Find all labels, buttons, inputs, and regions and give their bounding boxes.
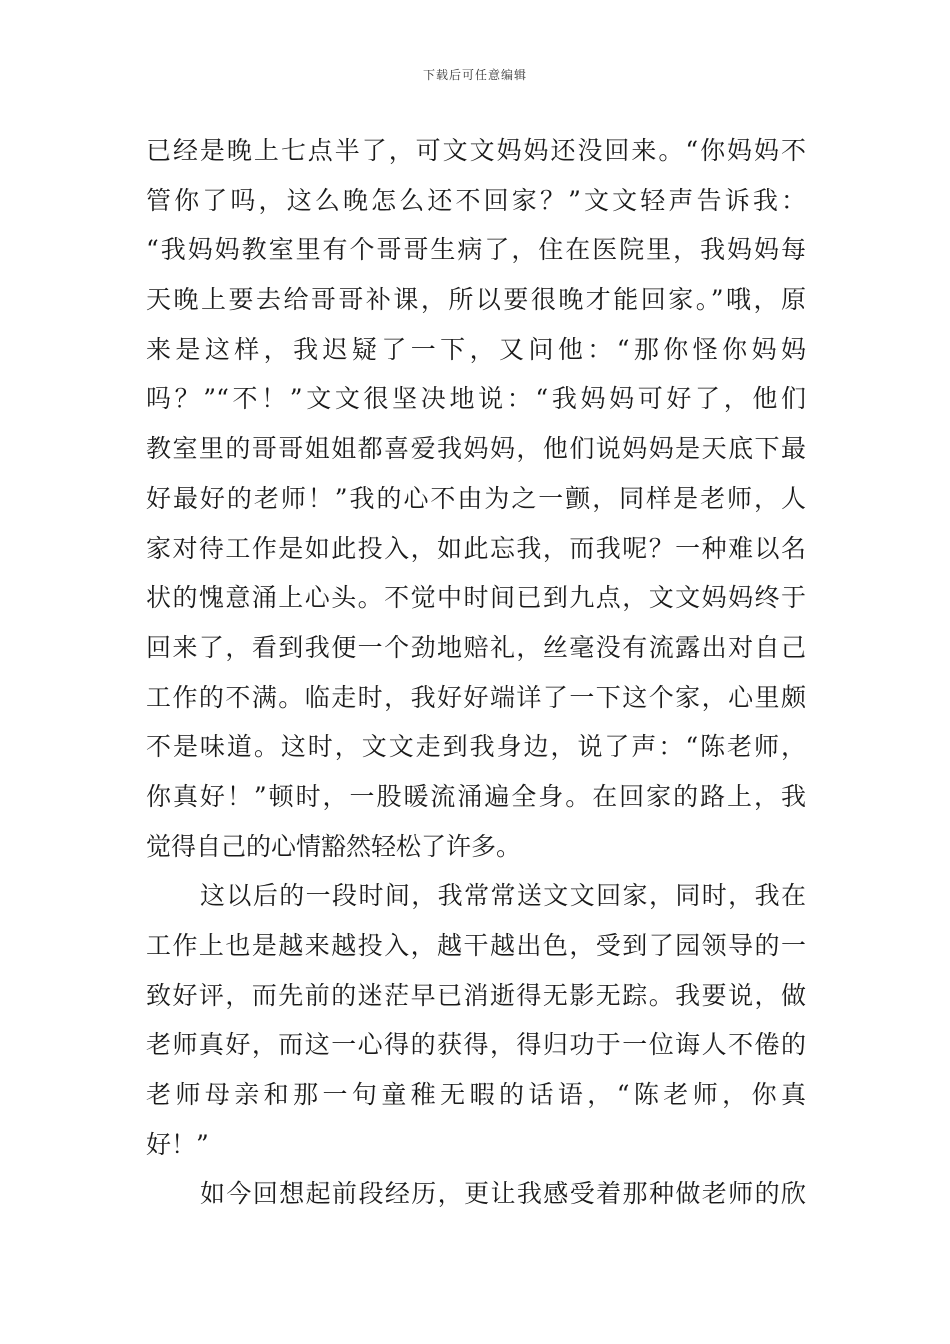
page-header: 下载后可任意编辑 — [422, 68, 527, 82]
text-line: 来是这样，我迟疑了一下，又问他：“那你怪你妈妈 — [146, 334, 806, 364]
text-line: 管你了吗，这么晚怎么还不回家？”文文轻声告诉我： — [146, 185, 806, 215]
text-line: 工作上也是越来越投入，越干越出色，受到了园领导的一 — [146, 931, 806, 960]
text-line: 好最好的老师！”我的心不由为之一颤，同样是老师，人 — [146, 483, 806, 513]
text-line: “我妈妈教室里有个哥哥生病了，住在医院里，我妈妈每 — [146, 235, 806, 265]
text-line: 你真好！”顿时，一股暖流涌遍全身。在回家的路上，我 — [146, 781, 806, 811]
text-line: 老师真好，而这一心得的获得，得归功于一位诲人不倦的 — [146, 1030, 806, 1060]
text-line: 已经是晚上七点半了，可文文妈妈还没回来。“你妈妈不 — [146, 136, 806, 165]
text-line: 致好评，而先前的迷茫早已消逝得无影无踪。我要说，做 — [146, 980, 806, 1010]
text-line: 吗？”“不！”文文很坚决地说：“我妈妈可好了，他们 — [146, 384, 806, 414]
text-line: 家对待工作是如此投入，如此忘我，而我呢？一种难以名 — [146, 533, 806, 563]
paragraph — [146, 871, 806, 1169]
document-body — [146, 126, 806, 1219]
paragraph — [146, 1169, 806, 1219]
text-line: 状的愧意涌上心头。不觉中时间已到九点，文文妈妈终于 — [146, 583, 806, 613]
paragraph — [146, 126, 806, 871]
text-line: 教室里的哥哥姐姐都喜爱我妈妈，他们说妈妈是天底下最 — [146, 434, 806, 464]
text-line: 天晚上要去给哥哥补课，所以要很晚才能回家。”哦，原 — [146, 285, 806, 315]
text-line: 这以后的一段时间，我常常送文文回家，同时，我在 — [200, 881, 806, 911]
text-line: 老师母亲和那一句童稚无暇的话语，“陈老师，你真 — [146, 1080, 806, 1110]
text-line: 如今回想起前段经历，更让我感受着那种做老师的欣 — [200, 1179, 806, 1209]
text-line: 好！” — [146, 1129, 209, 1159]
text-line: 回来了，看到我便一个劲地赔礼，丝毫没有流露出对自己 — [146, 632, 806, 662]
text-line: 工作的不满。临走时，我好好端详了一下这个家，心里颇 — [146, 682, 806, 712]
text-line: 觉得自己的心情豁然轻松了许多。 — [146, 831, 522, 861]
text-line: 不是味道。这时，文文走到我身边，说了声：“陈老师， — [146, 732, 806, 762]
